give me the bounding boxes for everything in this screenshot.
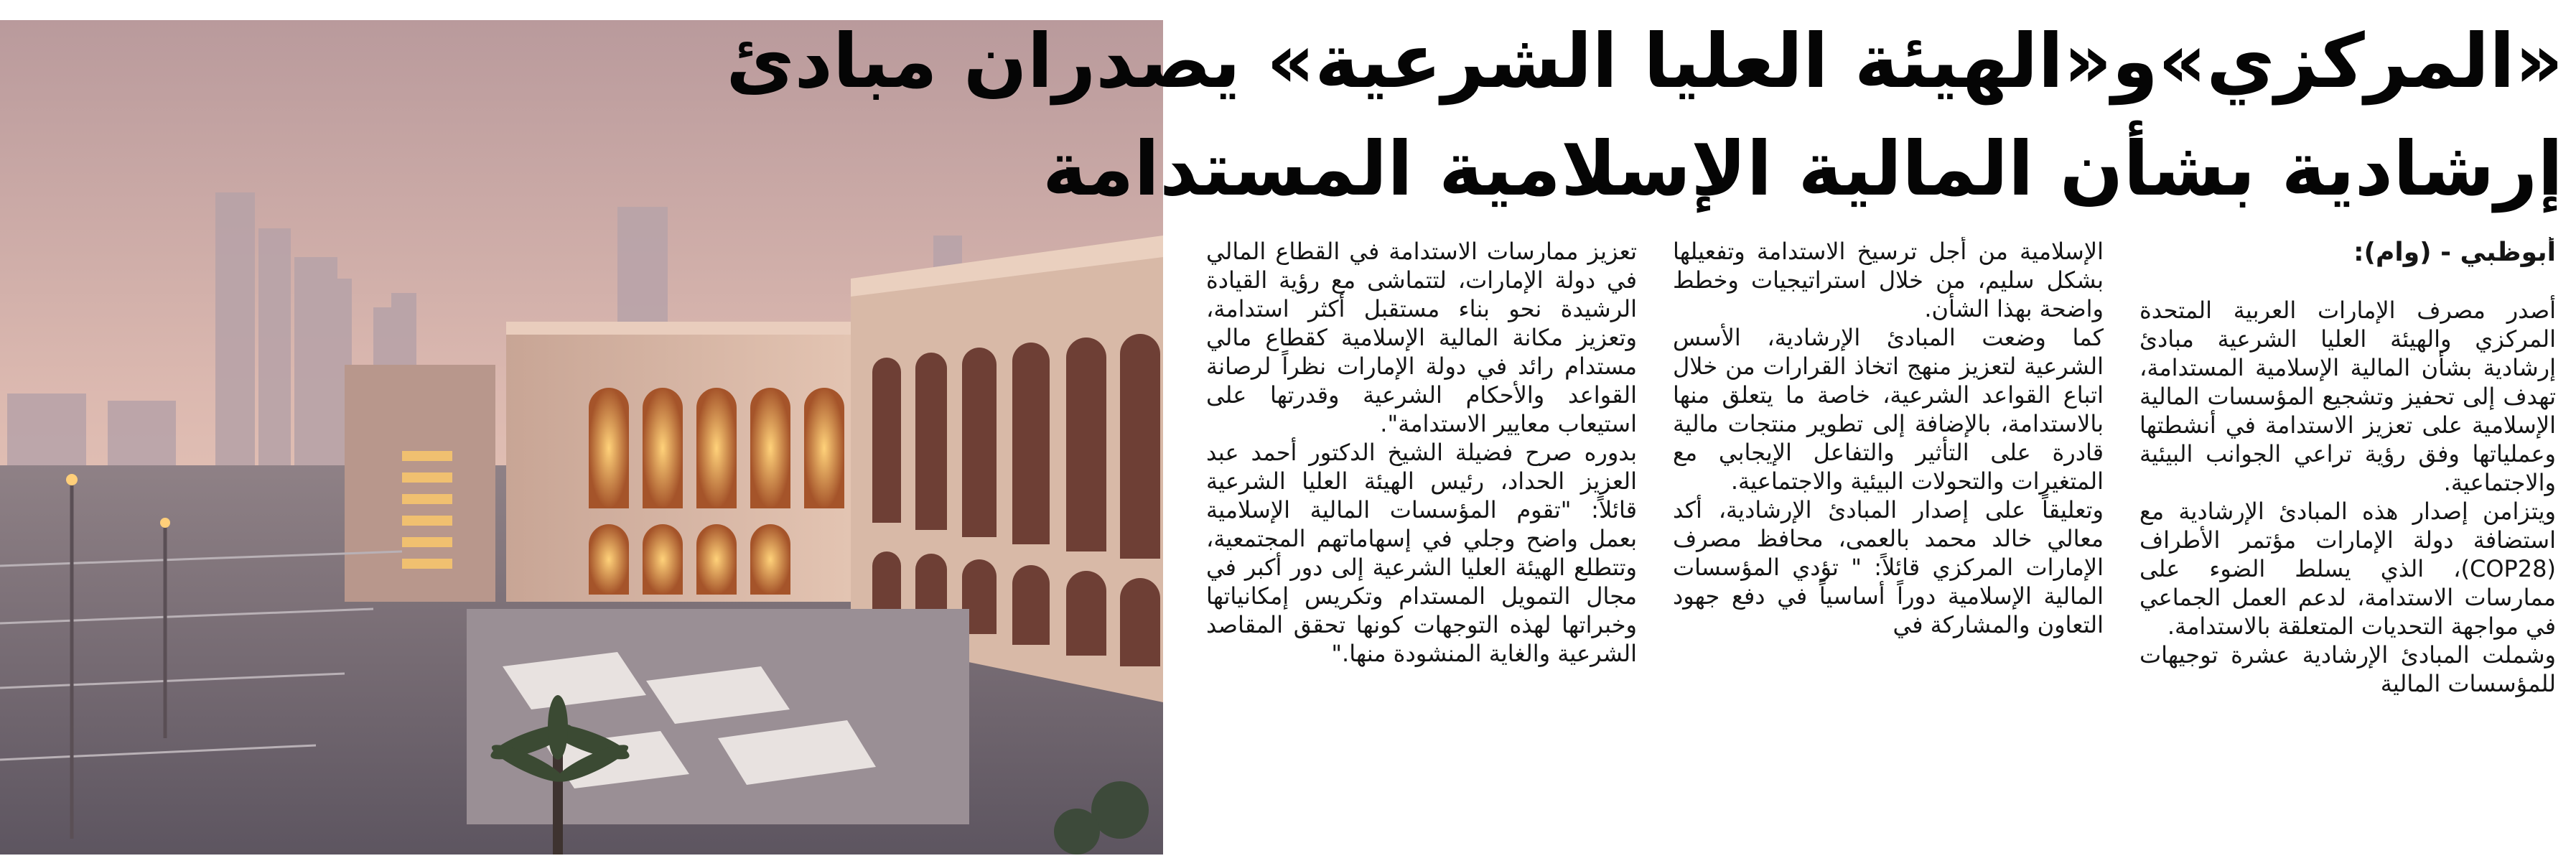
headline bbox=[726, 7, 2563, 223]
article-column-left bbox=[1206, 237, 1637, 855]
paragraph: الإسلامية من أجل ترسيخ الاستدامة وتفعيلها بشكل سليم، من خلال استراتيجيات وخطط واضحة بهذا الشأن. bbox=[1673, 238, 2104, 322]
paragraph: كما وضعت المبادئ الإرشادية، الأسس الشرعية لتعزيز منهج اتخاذ القرارات من خلال اتباع القواعد الشرعية، خاصة ما يتعلق منها بالاستدامة، بالإضافة إلى تطوير منتجات مالية قادرة على التأثير والتفاعل الإيجابي مع المتغيرات والتحولات البيئية والاجتماعية. bbox=[1673, 324, 2104, 495]
paragraph: ويتزامن إصدار هذه المبادئ الإرشادية مع استضافة دولة الإمارات مؤتمر الأطراف (COP28)، الذي يسلط الضوء على ممارسات الاستدامة، لدعم العمل الجماعي في مواجهة التحديات المتعلقة بالاستدامة. bbox=[2139, 498, 2556, 640]
paragraph: وشملت المبادئ الإرشادية عشرة توجيهات للمؤسسات المالية bbox=[2139, 641, 2556, 697]
article-column-right bbox=[2139, 237, 2556, 855]
headline-line-1: «المركزي»و«الهيئة العليا الشرعية» يصدران مبادئ bbox=[726, 17, 2563, 105]
article-column-middle bbox=[1673, 237, 2104, 855]
paragraph: أصدر مصرف الإمارات العربية المتحدة المركزي والهيئة العليا الشرعية مبادئ إرشادية بشأن المالية الإسلامية المستدامة، تهدف إلى تحفيز وتشجيع المؤسسات المالية الإسلامية على تعزيز الاستدامة في أنشطتها وعملياتها وفق رؤية تراعي الجوانب البيئية والاجتماعية. bbox=[2139, 297, 2556, 496]
paragraph: تعزيز ممارسات الاستدامة في القطاع المالي في دولة الإمارات، لتتماشى مع رؤية القيادة الرشيدة نحو بناء مستقبل أكثر استدامة، وتعزيز مكانة المالية الإسلامية كقطاع مالي مستدام رائد في دولة الإمارات نظراً لرصانة القواعد والأحكام الشرعية وقدرتها على استيعاب معايير الاستدامة". bbox=[1206, 238, 1637, 437]
paragraph: وتعليقاً على إصدار المبادئ الإرشادية، أكد معالي خالد محمد بالعمى، محافظ مصرف الإمارات المركزي قائلاً: " تؤدي المؤسسات المالية الإسلامية دوراً أساسياً في دفع جهود التعاون والمشاركة في bbox=[1673, 496, 2104, 638]
article-photo bbox=[0, 20, 1163, 855]
dateline: أبوظبي - (وام): bbox=[2353, 238, 2556, 267]
paragraph: بدوره صرح فضيلة الشيخ الدكتور أحمد عبد العزيز الحداد، رئيس الهيئة العليا الشرعية قائلاً: "تقوم المؤسسات المالية الإسلامية بعمل واضح وجلي في إسهاماتهم المجتمعية، وتتطلع الهيئة العليا الشرعية إلى دور أكبر في مجال التمويل المستدام وتكريس إمكانياتها وخبراتها لهذه التوجهات كونها تحقق المقاصد الشرعية والغاية المنشودة منها." bbox=[1206, 439, 1637, 667]
headline-line-2: إرشادية بشأن المالية الإسلامية المستدامة bbox=[1042, 125, 2563, 213]
